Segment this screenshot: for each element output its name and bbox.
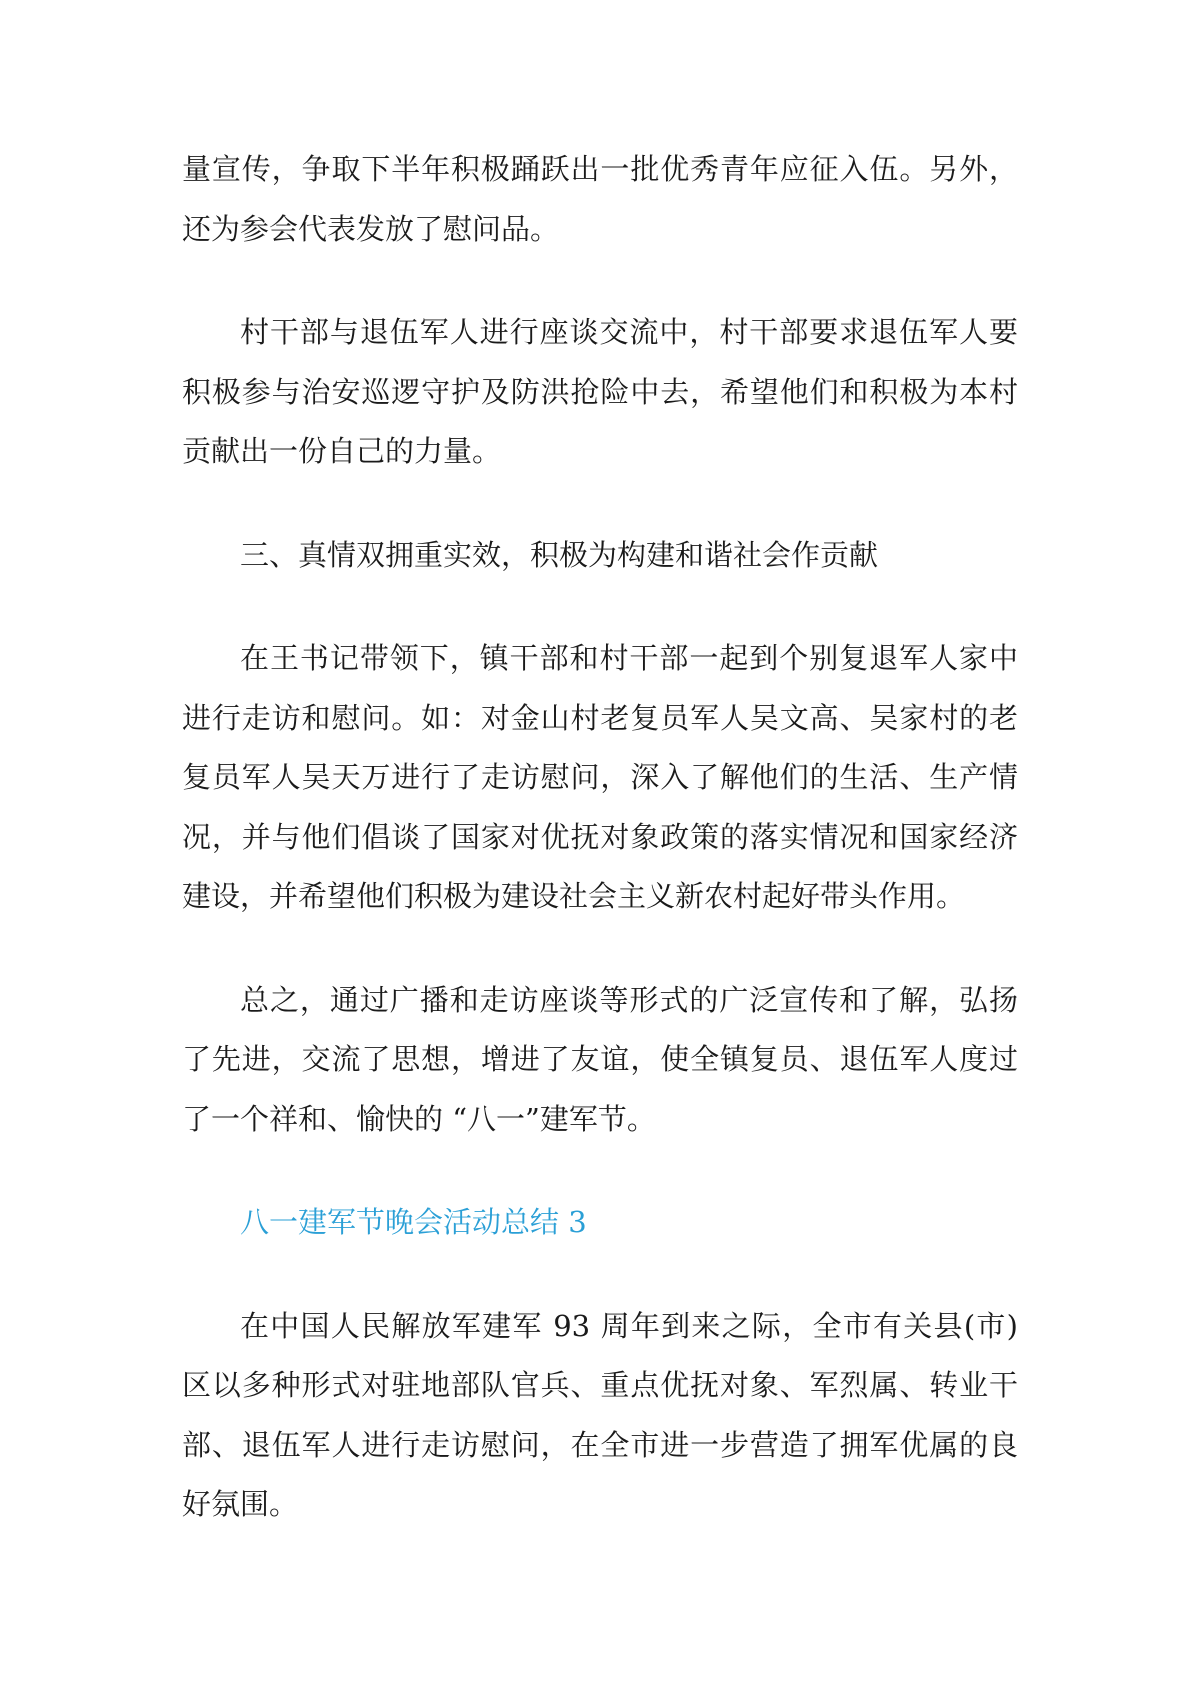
article-heading-text: 八一建军节晚会活动总结 3	[240, 1205, 587, 1239]
text-line: 了先进，交流了思想，增进了友谊，使全镇复员、退伍军人度过	[182, 1042, 1018, 1076]
paragraph-1	[182, 140, 1018, 259]
text-line: 复员军人吴天万进行了走访慰问，深入了解他们的生活、生产情	[182, 760, 1018, 794]
text-line: 好氛围。	[182, 1487, 299, 1521]
text-line: 区以多种形式对驻地部队官兵、重点优抚对象、军烈属、转业干	[182, 1368, 1018, 1402]
text-line: 量宣传，争取下半年积极踊跃出一批优秀青年应征入伍。另外，	[182, 152, 1018, 186]
article-heading	[182, 1193, 1018, 1253]
document-body	[182, 140, 1018, 1535]
paragraph-2	[182, 303, 1018, 482]
paragraph-5	[182, 971, 1018, 1150]
paragraph-gap	[182, 259, 1018, 303]
text-line: 况，并与他们倡谈了国家对优抚对象政策的落实情况和国家经济	[182, 819, 1018, 854]
paragraph-gap	[182, 1149, 1018, 1193]
paragraph-gap	[182, 1253, 1018, 1297]
text-line: 在中国人民解放军建军 93 周年到来之际，全市有关县(市)	[240, 1308, 1018, 1343]
text-line: 总之，通过广播和走访座谈等形式的广泛宣传和了解，弘扬	[240, 982, 1018, 1017]
paragraph-gap	[182, 482, 1018, 526]
paragraph-gap	[182, 927, 1018, 971]
text-line: 建设，并希望他们积极为建设社会主义新农村起好带头作用。	[182, 879, 966, 913]
section-heading-text: 三、真情双拥重实效，积极为构建和谐社会作贡献	[240, 537, 879, 572]
section-heading-3	[182, 526, 1018, 586]
text-line: 还为参会代表发放了慰问品。	[182, 211, 560, 246]
text-line: 部、退伍军人进行走访慰问，在全市进一步营造了拥军优属的良	[182, 1427, 1018, 1462]
text-line: 贡献出一份自己的力量。	[182, 434, 502, 468]
paragraph-7	[182, 1297, 1018, 1535]
text-line: 积极参与治安巡逻守护及防洪抢险中去，希望他们和积极为本村	[182, 374, 1018, 409]
paragraph-4	[182, 629, 1018, 927]
text-line: 村干部与退伍军人进行座谈交流中，村干部要求退伍军人要	[240, 315, 1018, 349]
text-line: 了一个祥和、愉快的 “八一”建军节。	[182, 1101, 656, 1136]
text-line: 进行走访和慰问。如：对金山村老复员军人吴文高、吴家村的老	[182, 700, 1018, 735]
text-line: 在王书记带领下，镇干部和村干部一起到个别复退军人家中	[240, 641, 1018, 675]
paragraph-gap	[182, 585, 1018, 629]
